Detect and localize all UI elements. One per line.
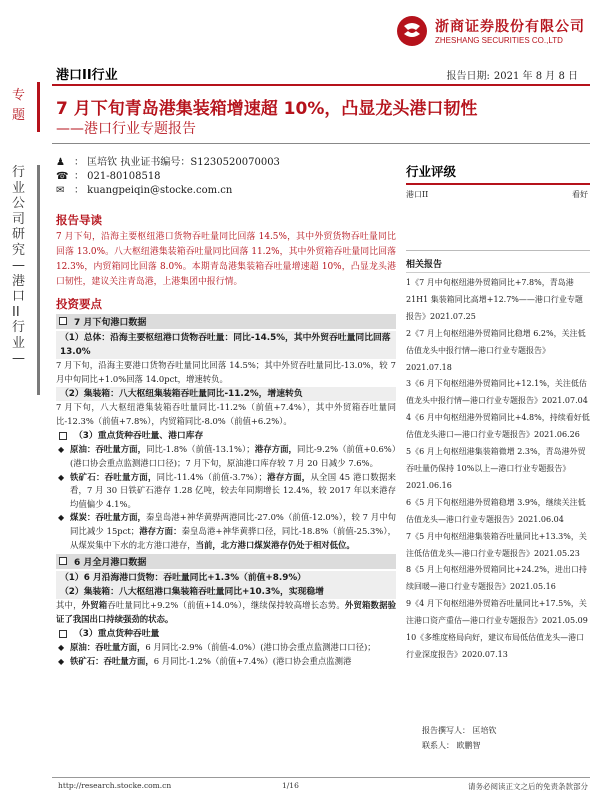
subsection-key-goods [56,429,396,443]
related-item[interactable]: 2《7 月上旬枢纽港外贸箱同比稳增 6.2%，关注低估值龙头中报行情—港口行业专题报告》2021.07.18 [406,328,586,372]
analyst-email[interactable]: ： kuangpeiqin@stocke.com.cn [74,185,233,196]
related-item[interactable]: 1《7 月中旬枢纽港外贸箱同比+7.8%，青岛港 21H1 集装箱同比高增+12.7%——港口行业专题报告》2021.07.25 [406,278,583,321]
related-list [406,275,590,664]
iron-stock: 从全国 45 港口数据来看，7 月 30 日铁矿石港存 1.28 亿吨，较去年同期增长 12.4%，较 2017 年以来港存均值偏少 4.1%。 [70,471,397,509]
side-tab-category-label: 行业公司研究—港口II行业— [12,165,26,366]
related-item[interactable]: 9《4 月下旬枢纽港外贸箱吞吐量同比+17.5%，关注港口资产重估—港口行业专题报告》2021.05.09 [406,599,588,626]
analyst-name: ： 匡培钦 执业证书编号：S1230520070003 [74,157,280,168]
crude-stock: 同比-9.2%（前值+0.6%）(港口协会重点监测港口口径)；7 月下旬，原油港口库存较 7 月 20 日减少 7.6%。 [70,444,397,468]
subsection-overall: （1）总体：沿海主要枢纽港口货物吞吐量：同比-14.5%，其中外贸吞吐量同比回落 13.0% [56,331,396,359]
company-logo [395,14,595,54]
title-rule [52,143,590,144]
page-number: 1/16 [282,781,299,790]
crude-throughput: 同比-1.8%（前值-13.1%）； [146,444,255,455]
checkbox-icon [59,557,67,565]
bullet-june-crude [56,641,396,655]
footer-rule [52,777,590,778]
section-late-july [56,314,396,329]
related-item[interactable]: 8《5 月上旬枢纽港外贸箱同比+24.2%，进出口持续回暖—港口行业专题报告》2021.05.16 [406,565,587,592]
june-crude-label: 原油：吞吐量方面， [70,642,146,653]
june-container-d: 外贸箱数据验证了我国出口持续强劲的状态。 [56,600,397,624]
contact-author: 报告撰写人： 匡培钦 [422,726,497,735]
summary-text: 7 月下旬，沿海主要枢纽港口货物吞吐量同比回落 14.5%，其中外贸货物吞吐量同比回落 13.0%。八大枢纽港集装箱吞吐量同比回落 11.2%，其中外贸箱吞吐量同比回落 12.3%，内贸箱同比回落 8.0%。本期青岛港集装箱吞吐量增速超 10%，凸显龙头港口韧性，建议关注青岛港，上港集团中报行情。 [56,232,396,287]
person-icon: ♟ [56,157,65,168]
paragraph-june-container [56,599,396,626]
analyst-phone: ： 021-80108518 [74,171,161,182]
bullet-june-iron [56,655,396,669]
coal-conclusion: 当前，北方港口煤炭港存仍处于相对低位。 [195,539,355,550]
side-tab-topic-label: 专题 [12,88,26,123]
coal-label: 煤炭：吞吐量方面， [70,512,147,523]
disclaimer-note: 请务必阅读正文之后的免责条款部分 [468,782,588,791]
crude-label: 原油：吞吐量方面， [70,444,147,455]
checkbox-icon [59,432,67,440]
related-item[interactable]: 7《5 月中旬枢纽港集装箱吞吐量同比+13.3%，关注低估值龙头—港口行业专题报告》2021.05.23 [406,531,587,558]
bullet-diamond-icon: ◆ [58,445,65,455]
bullet-crude [56,443,396,470]
paragraph-container: 7 月下旬，八大枢纽港集装箱吞吐量同比-11.2%（前值+7.4%），其中外贸箱吞吐量同比-12.3%（前值+7.8%），内贸箱同比-8.0%（前值+6.2%）。 [56,402,396,426]
june-container-b: 外贸箱 [81,600,108,611]
subsection-june-container: （2）集装箱：八大枢纽港口集装箱吞吐量同比+10.3%，实现稳增 [56,585,396,599]
report-date-value: 2021 年 8 月 8 日 [493,71,578,82]
iron-throughput: 同比-11.4%（前值-3.7%）； [156,471,267,482]
june-iron-label: 铁矿石：吞吐量方面， [70,655,154,666]
subsection-june-key-goods-title: （3）重点货种吞吐量 [74,629,160,640]
related-item[interactable]: 5《6 月上旬枢纽港集装箱微增 2.3%，青岛港外贸吞吐量仍保持 10%以上—港口行业专题报告》2021.06.16 [406,447,586,490]
subsection-june-key-goods [56,627,396,641]
subsection-june-coastal: （1）6 月沿海港口货物：吞吐量同比+1.3%（前值+8.9%） [56,571,396,585]
coal-throughput: 秦皇岛港+神华黄骅两港同比-27.0%（前值-12.0%），较 7 月中旬同比减少 15pct； [70,512,396,536]
sidebar-column [406,162,590,664]
contact-person: 联系人： 欧鹏智 [422,741,481,750]
paragraph-overall: 7 月下旬，沿海主要港口货物吞吐量同比回落 14.5%；其中外贸吞吐量同比-13.0%，较 7 月中旬同比+1.0%回落 14.0pct，增速转负。 [56,360,396,384]
analyst-info [56,156,396,198]
page-header [0,0,600,60]
june-container-c: 吞吐量同比+9.2%（前值+14.0%），继续保持较高增长态势。 [107,600,345,611]
related-item[interactable]: 6《5 月下旬枢纽港外贸箱稳增 3.9%，继续关注低估值龙头—港口行业专题报告》2021.06.04 [406,497,586,524]
industry-label: 港口II行业 [56,68,118,83]
crude-stock-label: 港存方面， [254,444,298,455]
checkbox-icon [59,317,67,325]
company-logo-icon [395,14,429,48]
related-heading: 相关报告 [406,257,590,273]
iron-label: 铁矿石：吞吐量方面， [70,471,157,482]
bullet-iron [56,471,396,512]
section-june [56,554,396,569]
coal-stock: 秦皇岛港+神华黄骅口径，同比-18.8%（前值-25.3%），从煤炭集中下水的北方港口港存， [70,525,396,550]
rating-divider [406,203,590,251]
analyst-name-row [56,156,396,170]
june-container-a: 其中， [56,600,82,611]
summary-heading: 报告导读 [56,213,102,227]
points-heading: 投资要点 [56,297,102,311]
bullet-diamond-icon: ◆ [58,656,65,666]
phone-icon: ☎ [56,171,69,182]
bullet-diamond-icon: ◆ [58,472,65,482]
mail-icon: ✉ [56,185,65,196]
side-tab-topic [0,82,40,132]
rating-row [406,185,590,203]
report-title: 7 月下旬青岛港集装箱增速超 10%，凸显龙头港口韧性 [56,99,478,119]
coal-stock-label: 港存方面： [139,525,182,536]
related-item[interactable]: 4《6 月中旬枢纽港外贸箱同比+4.8%，持续看好低估值龙头港口—港口行业专题报告》2021.06.26 [406,413,590,440]
subsection-key-goods-title: （3）重点货种吞吐量、港口库存 [74,431,204,442]
report-date [447,67,578,82]
rating-value: 看好 [572,190,588,199]
related-item[interactable]: 10《多维度格局向好，建议布局低估值龙头—港口行业深度报告》2020.07.13 [406,633,585,659]
rating-industry: 港口II [406,190,429,199]
iron-stock-label: 港存方面， [266,471,311,482]
contact-info [406,723,497,753]
section-june-title: 6 月全月港口数据 [74,558,147,569]
related-item[interactable]: 3《6 月下旬枢纽港外贸箱同比+12.1%，关注低估值龙头中报行情—港口行业专题报告》2021.07.04 [406,379,588,406]
june-crude-value: 6 月同比-2.9%（前值-4.0%）(港口协会重点监测港口口径)； [145,642,376,653]
bullet-coal [56,511,396,552]
footer-url[interactable]: http://research.stocke.com.cn [58,781,172,790]
bullet-diamond-icon: ◆ [58,643,65,653]
rating-heading: 行业评级 [406,162,590,185]
june-iron-value: 6 月同比-1.2%（前值+7.4%）(港口协会重点监测港 [153,655,352,666]
checkbox-icon [59,630,67,638]
header-rule [52,84,590,86]
bullet-diamond-icon: ◆ [58,513,65,523]
report-subtitle: ——港口行业专题报告 [56,121,196,137]
logo-name-en: ZHESHANG SECURITIES CO.,LTD [435,36,563,45]
analyst-phone-row [56,170,396,184]
analyst-email-row [56,184,396,198]
main-column [56,212,396,669]
section-late-july-title: 7 月下旬港口数据 [74,318,147,328]
report-date-label: 报告日期: [446,71,490,82]
subsection-container: （2）集装箱：八大枢纽集装箱吞吐量同比-11.2%，增速转负 [56,387,396,401]
logo-name-cn: 浙商证券股份有限公司 [435,19,585,35]
side-tab-category [0,165,40,395]
